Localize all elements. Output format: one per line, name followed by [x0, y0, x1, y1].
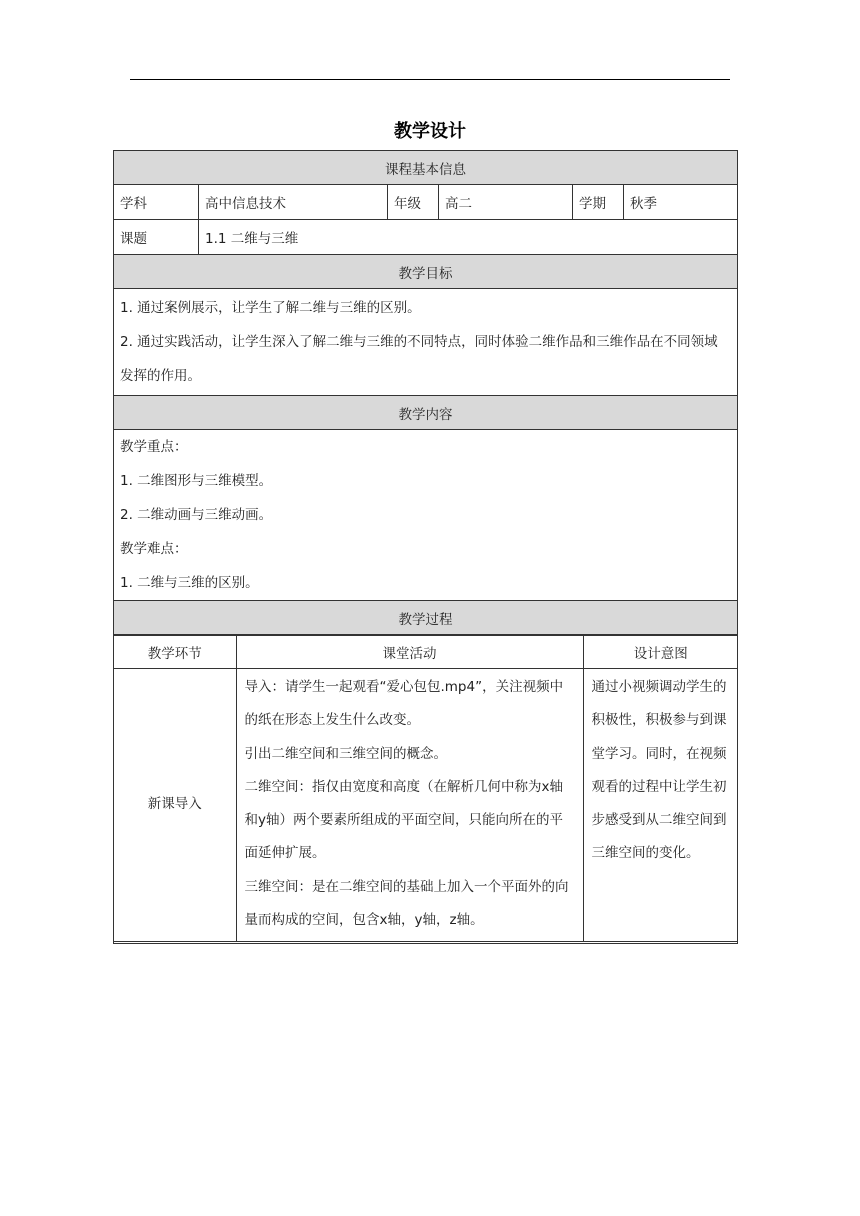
content-block — [114, 430, 738, 601]
process-container — [114, 635, 738, 944]
basic-info-row — [114, 185, 738, 220]
subject-value: 高中信息技术 — [199, 185, 388, 220]
difficult-point-item: 1. 二维与三维的区别。 — [120, 575, 259, 591]
difficult-points-label: 教学难点： — [120, 541, 188, 557]
activity-paragraph: 导入：请学生一起观看“爱心包包.mp4”，关注视频中的纸在形态上发生什么改变。 — [244, 679, 564, 729]
header-activity: 课堂活动 — [236, 636, 583, 669]
topic-row — [114, 220, 738, 255]
term-label: 学期 — [573, 185, 624, 220]
objective-item: 1. 通过案例展示，让学生了解二维与三维的区别。 — [120, 300, 421, 316]
activity-paragraph: 三维空间：是在二维空间的基础上加入一个平面外的向量而构成的空间，包含x轴，y轴，z轴。 — [244, 878, 569, 929]
key-point-item: 2. 二维动画与三维动画。 — [120, 507, 273, 523]
activity-cell — [236, 669, 583, 942]
process-header-row — [114, 636, 738, 669]
section-process: 教学过程 — [114, 601, 738, 635]
process-row — [114, 669, 738, 942]
intent-cell: 通过小视频调动学生的积极性，积极参与到课堂学习。同时，在视频观看的过程中让学生初步感受到从二维空间到三维空间的变化。 — [583, 669, 738, 942]
section-objectives: 教学目标 — [114, 255, 738, 289]
section-content: 教学内容 — [114, 396, 738, 430]
grade-value: 高二 — [439, 185, 573, 220]
header-stage: 教学环节 — [114, 636, 236, 669]
objective-item: 2. 通过实践活动，让学生深入了解二维与三维的不同特点，同时体验二维作品和三维作品在不同领域发挥的作用。 — [120, 334, 718, 384]
key-point-item: 1. 二维图形与三维模型。 — [120, 473, 273, 489]
objectives-block — [114, 289, 738, 396]
header-intent: 设计意图 — [583, 636, 738, 669]
stage-cell: 新课导入 — [114, 669, 236, 942]
activity-paragraph: 二维空间：指仅由宽度和高度（在解析几何中称为x轴和y轴）两个要素所组成的平面空间，只能向所在的平面延伸扩展。 — [244, 778, 563, 862]
document-title: 教学设计 — [394, 121, 466, 142]
topic-label: 课题 — [114, 220, 199, 255]
grade-label: 年级 — [388, 185, 439, 220]
term-value: 秋季 — [624, 185, 738, 220]
key-points-label: 教学重点： — [120, 439, 188, 455]
subject-label: 学科 — [114, 185, 199, 220]
activity-paragraph: 引出二维空间和三维空间的概念。 — [244, 745, 447, 762]
section-basic-info: 课程基本信息 — [114, 151, 738, 185]
process-table — [114, 635, 738, 942]
lesson-plan-table — [113, 150, 738, 944]
header-rule — [130, 79, 730, 80]
topic-value: 1.1 二维与三维 — [199, 220, 738, 255]
